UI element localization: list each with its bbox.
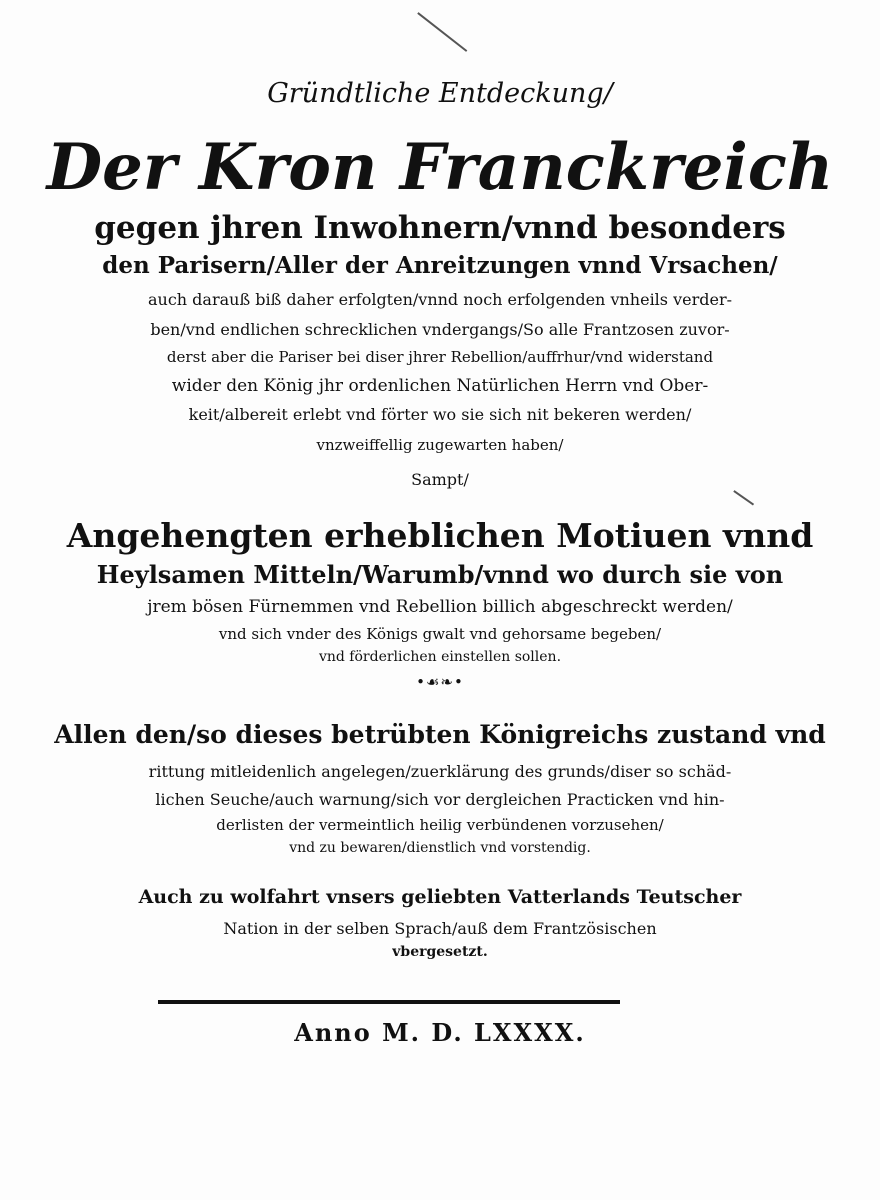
subtitle-line: Gründtliche Entdeckung/ xyxy=(267,78,613,109)
translation-note: Auch zu wolfahrt vnsers geliebten Vatterlands Teutscher xyxy=(138,886,742,908)
body-line: auch darauß biß daher erfolgten/vnnd noch erfolgenden vnheils verder- xyxy=(147,290,733,309)
body-line: jrem bösen Fürnemmen vnd Rebellion billich abgeschreckt werden/ xyxy=(147,597,733,617)
body-line: derst aber die Pariser bei diser jhrer Rebellion/auffrhur/vnd widerstand xyxy=(166,348,714,366)
body-line: derlisten der vermeintlich heilig verbündenen vorzusehen/ xyxy=(216,816,664,834)
body-line: vnd förderlichen einstellen sollen. xyxy=(318,649,562,665)
body-line: lichen Seuche/auch warnung/sich vor dergleichen Practicken vnd hin- xyxy=(155,790,725,809)
main-title: Der Kron Franckreich xyxy=(46,130,834,205)
film-scratch xyxy=(418,12,468,51)
body-line: vnd zu bewaren/dienstlich vnd vorstendig. xyxy=(289,840,591,856)
section-heading: Angehengten erheblichen Motiuen vnnd xyxy=(66,516,814,555)
title-line: den Parisern/Aller der Anreitzungen vnnd Vrsachen/ xyxy=(102,252,778,279)
fleuron-ornament: •☙❧• xyxy=(416,673,464,691)
section-heading: Heylsamen Mitteln/Warumb/vnnd wo durch sie von xyxy=(96,560,784,589)
translation-note: Nation in der selben Sprach/auß dem Frantzösischen xyxy=(223,919,657,938)
body-line: wider den König jhr ordenlichen Natürlichen Herrn vnd Ober- xyxy=(171,376,709,396)
imprint-year: Anno M. D. LXXXX. xyxy=(294,1018,586,1047)
body-line: vnd sich vnder des Königs gwalt vnd gehorsame begeben/ xyxy=(218,625,662,643)
body-line: vnzweiffellig zugewarten haben/ xyxy=(316,436,564,454)
sampt-line: Sampt/ xyxy=(411,470,469,489)
divider-rule xyxy=(158,1000,620,1004)
film-scratch xyxy=(734,490,755,505)
dedication-heading: Allen den/so dieses betrübten Königreichs zustand vnd xyxy=(54,720,826,749)
title-line: gegen jhren Inwohnern/vnnd besonders xyxy=(94,210,786,246)
body-line: rittung mitleidenlich angelegen/zuerklärung des grunds/diser so schäd- xyxy=(148,762,732,781)
translation-note: vbergesetzt. xyxy=(392,944,488,960)
body-line: ben/vnd endlichen schrecklichen vndergangs/So alle Frantzosen zuvor- xyxy=(150,320,730,339)
body-line: keit/albereit erlebt vnd förter wo sie sich nit bekeren werden/ xyxy=(188,405,692,424)
